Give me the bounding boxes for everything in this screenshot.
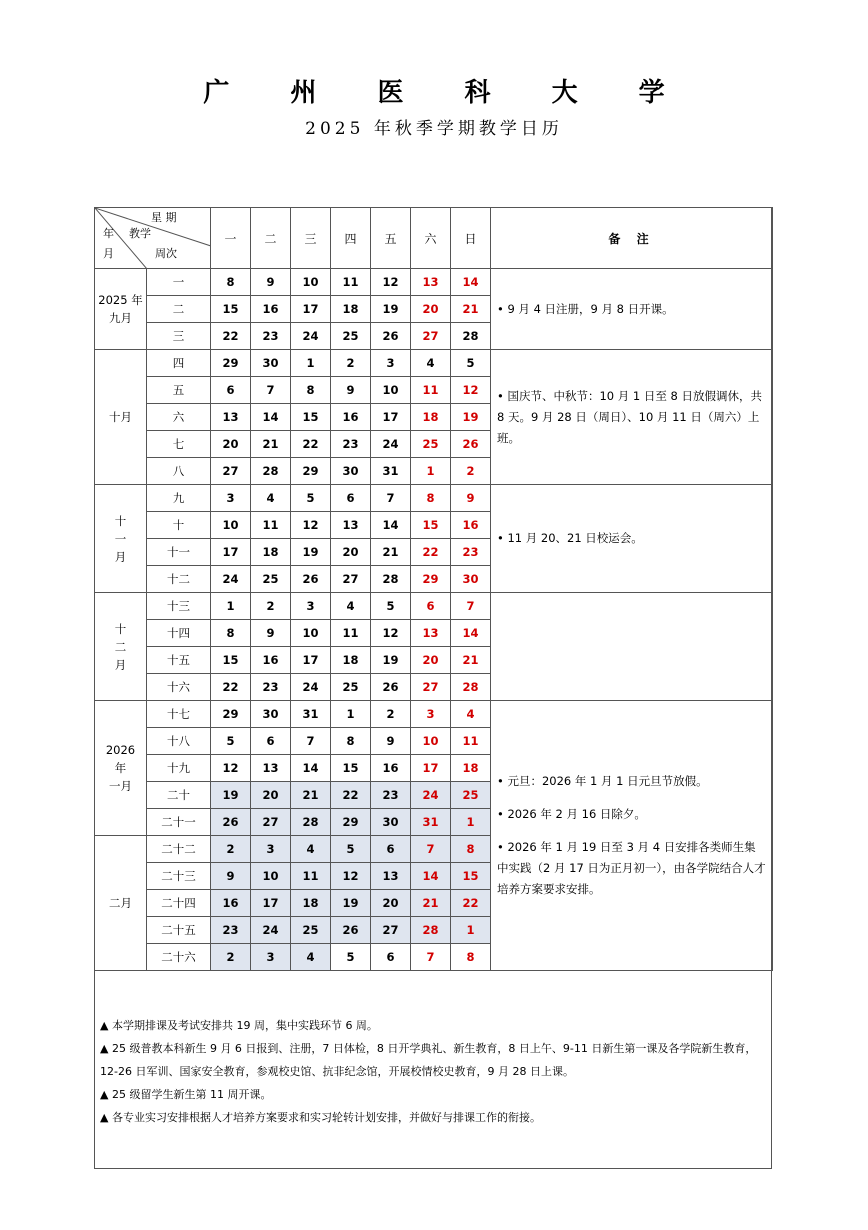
teaching-calendar-table — [94, 207, 773, 971]
corner-week-label: 周次 — [155, 247, 177, 260]
footnote-item: ▲ 25 级留学生新生第 11 周开课。 — [100, 1088, 272, 1101]
date-cell: 11 — [331, 620, 371, 647]
week-number: 十七 — [147, 701, 211, 728]
date-cell: 3 — [251, 836, 291, 863]
date-cell: 24 — [411, 782, 451, 809]
day-header-sun: 日 — [451, 208, 491, 269]
date-cell: 13 — [371, 863, 411, 890]
month-label: 2025 年 九月 — [95, 269, 147, 350]
date-cell: 8 — [331, 728, 371, 755]
date-cell: 5 — [331, 944, 371, 971]
date-cell: 19 — [371, 647, 411, 674]
date-cell: 17 — [411, 755, 451, 782]
date-cell: 8 — [451, 944, 491, 971]
date-cell: 4 — [331, 593, 371, 620]
date-cell: 1 — [291, 350, 331, 377]
date-cell: 21 — [371, 539, 411, 566]
day-header-wed: 三 — [291, 208, 331, 269]
note-item: • 国庆节、中秋节：10 月 1 日至 8 日放假调休，共 8 天。9 月 28 日（周日）、10 月 11 日（周六）上班。 — [497, 388, 762, 445]
date-cell: 23 — [251, 674, 291, 701]
date-cell: 4 — [291, 944, 331, 971]
day-header-fri: 五 — [371, 208, 411, 269]
date-cell: 14 — [451, 269, 491, 296]
date-cell: 28 — [291, 809, 331, 836]
date-cell: 6 — [331, 485, 371, 512]
date-cell: 23 — [371, 782, 411, 809]
date-cell: 24 — [291, 674, 331, 701]
week-number: 二十六 — [147, 944, 211, 971]
date-cell: 22 — [451, 890, 491, 917]
date-cell: 5 — [451, 350, 491, 377]
date-cell: 23 — [211, 917, 251, 944]
corner-year-label: 年 — [103, 227, 114, 240]
date-cell: 5 — [211, 728, 251, 755]
note-item: • 元旦：2026 年 1 月 1 日元旦节放假。 — [497, 774, 708, 788]
date-cell: 27 — [411, 323, 451, 350]
date-cell: 17 — [371, 404, 411, 431]
week-number: 十六 — [147, 674, 211, 701]
date-cell: 18 — [331, 296, 371, 323]
date-cell: 6 — [411, 593, 451, 620]
notes-cell-january-february — [491, 701, 773, 971]
date-cell: 27 — [211, 458, 251, 485]
date-cell: 4 — [411, 350, 451, 377]
date-cell: 2 — [251, 593, 291, 620]
date-cell: 5 — [331, 836, 371, 863]
date-cell: 26 — [371, 323, 411, 350]
date-cell: 18 — [291, 890, 331, 917]
date-cell: 1 — [451, 917, 491, 944]
date-cell: 11 — [251, 512, 291, 539]
day-header-mon: 一 — [211, 208, 251, 269]
date-cell: 7 — [251, 377, 291, 404]
week-number: 十九 — [147, 755, 211, 782]
date-cell: 27 — [251, 809, 291, 836]
notes-cell-december — [491, 593, 773, 701]
date-cell: 30 — [251, 701, 291, 728]
date-cell: 3 — [211, 485, 251, 512]
week-number: 二 — [147, 296, 211, 323]
week-row — [95, 485, 773, 512]
date-cell: 7 — [451, 593, 491, 620]
notes-cell-november — [491, 485, 773, 593]
date-cell: 30 — [251, 350, 291, 377]
date-cell: 23 — [331, 431, 371, 458]
month-label: 十 一 月 — [95, 485, 147, 593]
date-cell: 26 — [211, 809, 251, 836]
date-cell: 20 — [211, 431, 251, 458]
date-cell: 3 — [251, 944, 291, 971]
week-number: 五 — [147, 377, 211, 404]
date-cell: 12 — [371, 620, 411, 647]
week-number: 四 — [147, 350, 211, 377]
week-row — [95, 350, 773, 377]
footnote-item: ▲ 各专业实习安排根据人才培养方案要求和实习轮转计划安排，并做好与排课工作的衔接。 — [100, 1111, 541, 1124]
date-cell: 22 — [211, 323, 251, 350]
date-cell: 24 — [251, 917, 291, 944]
week-number: 八 — [147, 458, 211, 485]
date-cell: 13 — [211, 404, 251, 431]
date-cell: 10 — [291, 620, 331, 647]
date-cell: 12 — [211, 755, 251, 782]
date-cell: 11 — [331, 269, 371, 296]
week-number: 一 — [147, 269, 211, 296]
week-number: 二十 — [147, 782, 211, 809]
corner-teaching-label: 教学 — [129, 227, 151, 240]
date-cell: 27 — [411, 674, 451, 701]
date-cell: 18 — [331, 647, 371, 674]
week-number: 二十二 — [147, 836, 211, 863]
date-cell: 10 — [211, 512, 251, 539]
footnote-item: ▲ 25 级普教本科新生 9 月 6 日报到、注册，7 日体检，8 日开学典礼、新生教育，8 日上午、9-11 日新生第一课及各学院新生教育，12-26 日军训、国家安全教育，参观校史馆、抗非纪念馆，开展校情校史教育，9 月 28 日上课。 — [100, 1042, 757, 1078]
date-cell: 25 — [331, 674, 371, 701]
date-cell: 9 — [371, 728, 411, 755]
date-cell: 29 — [291, 458, 331, 485]
note-item: • 11 月 20、21 日校运会。 — [497, 531, 643, 545]
month-label: 十月 — [95, 350, 147, 485]
week-row — [95, 701, 773, 728]
day-header-tue: 二 — [251, 208, 291, 269]
date-cell: 7 — [291, 728, 331, 755]
week-number: 二十四 — [147, 890, 211, 917]
date-cell: 18 — [411, 404, 451, 431]
date-cell: 17 — [251, 890, 291, 917]
date-cell: 31 — [291, 701, 331, 728]
date-cell: 9 — [251, 269, 291, 296]
month-label: 十 二 月 — [95, 593, 147, 701]
date-cell: 4 — [291, 836, 331, 863]
week-number: 七 — [147, 431, 211, 458]
date-cell: 7 — [411, 944, 451, 971]
date-cell: 3 — [411, 701, 451, 728]
date-cell: 9 — [251, 620, 291, 647]
date-cell: 13 — [411, 620, 451, 647]
date-cell: 23 — [451, 539, 491, 566]
date-cell: 21 — [411, 890, 451, 917]
date-cell: 5 — [291, 485, 331, 512]
notes-header: 备 注 — [491, 208, 773, 269]
date-cell: 24 — [211, 566, 251, 593]
date-cell: 3 — [291, 593, 331, 620]
date-cell: 21 — [451, 296, 491, 323]
date-cell: 31 — [411, 809, 451, 836]
date-cell: 27 — [331, 566, 371, 593]
day-header-thu: 四 — [331, 208, 371, 269]
week-number: 二十五 — [147, 917, 211, 944]
date-cell: 11 — [451, 728, 491, 755]
week-row — [95, 269, 773, 296]
date-cell: 26 — [451, 431, 491, 458]
date-cell: 28 — [451, 674, 491, 701]
date-cell: 28 — [411, 917, 451, 944]
date-cell: 13 — [411, 269, 451, 296]
date-cell: 4 — [451, 701, 491, 728]
date-cell: 1 — [411, 458, 451, 485]
date-cell: 15 — [411, 512, 451, 539]
date-cell: 12 — [371, 269, 411, 296]
date-cell: 27 — [371, 917, 411, 944]
week-number: 十五 — [147, 647, 211, 674]
date-cell: 13 — [251, 755, 291, 782]
date-cell: 21 — [451, 647, 491, 674]
date-cell: 8 — [211, 620, 251, 647]
date-cell: 12 — [291, 512, 331, 539]
date-cell: 12 — [331, 863, 371, 890]
date-cell: 18 — [251, 539, 291, 566]
date-cell: 17 — [211, 539, 251, 566]
date-cell: 22 — [291, 431, 331, 458]
date-cell: 28 — [371, 566, 411, 593]
date-cell: 8 — [291, 377, 331, 404]
day-header-sat: 六 — [411, 208, 451, 269]
week-number: 九 — [147, 485, 211, 512]
date-cell: 25 — [331, 323, 371, 350]
date-cell: 1 — [211, 593, 251, 620]
date-cell: 17 — [291, 647, 331, 674]
note-item: • 9 月 4 日注册，9 月 8 日开课。 — [497, 301, 674, 316]
date-cell: 6 — [371, 944, 411, 971]
date-cell: 20 — [371, 890, 411, 917]
date-cell: 2 — [211, 836, 251, 863]
date-cell: 11 — [291, 863, 331, 890]
note-item: • 2026 年 2 月 16 日除夕。 — [497, 807, 646, 821]
date-cell: 9 — [451, 485, 491, 512]
week-number: 十一 — [147, 539, 211, 566]
page-subtitle: 2025 年秋季学期教学日历 — [305, 119, 563, 139]
week-number: 十二 — [147, 566, 211, 593]
date-cell: 20 — [331, 539, 371, 566]
date-cell: 16 — [251, 647, 291, 674]
date-cell: 15 — [451, 863, 491, 890]
date-cell: 22 — [211, 674, 251, 701]
date-cell: 9 — [211, 863, 251, 890]
date-cell: 15 — [211, 647, 251, 674]
date-cell: 8 — [411, 485, 451, 512]
date-cell: 12 — [451, 377, 491, 404]
date-cell: 6 — [211, 377, 251, 404]
date-cell: 31 — [371, 458, 411, 485]
date-cell: 17 — [291, 296, 331, 323]
date-cell: 7 — [371, 485, 411, 512]
date-cell: 22 — [331, 782, 371, 809]
week-number: 十三 — [147, 593, 211, 620]
week-number: 二十一 — [147, 809, 211, 836]
footnote-item: ▲ 本学期排课及考试安排共 19 周，集中实践环节 6 周。 — [100, 1019, 378, 1032]
corner-weekday-label: 星 期 — [151, 211, 177, 224]
date-cell: 11 — [411, 377, 451, 404]
date-cell: 30 — [331, 458, 371, 485]
date-cell: 13 — [331, 512, 371, 539]
date-cell: 24 — [291, 323, 331, 350]
date-cell: 19 — [451, 404, 491, 431]
date-cell: 8 — [211, 269, 251, 296]
date-cell: 21 — [291, 782, 331, 809]
date-cell: 9 — [331, 377, 371, 404]
date-cell: 16 — [211, 890, 251, 917]
week-number: 十四 — [147, 620, 211, 647]
notes-cell-september — [491, 269, 773, 350]
date-cell: 14 — [291, 755, 331, 782]
date-cell: 25 — [291, 917, 331, 944]
footnotes — [100, 1014, 768, 1129]
week-number: 三 — [147, 323, 211, 350]
date-cell: 25 — [251, 566, 291, 593]
date-cell: 30 — [371, 809, 411, 836]
date-cell: 7 — [411, 836, 451, 863]
date-cell: 1 — [331, 701, 371, 728]
date-cell: 20 — [251, 782, 291, 809]
date-cell: 6 — [371, 836, 411, 863]
date-cell: 14 — [371, 512, 411, 539]
notes-cell-october — [491, 350, 773, 485]
date-cell: 22 — [411, 539, 451, 566]
date-cell: 4 — [251, 485, 291, 512]
date-cell: 16 — [451, 512, 491, 539]
week-number: 六 — [147, 404, 211, 431]
date-cell: 2 — [211, 944, 251, 971]
date-cell: 26 — [331, 917, 371, 944]
date-cell: 16 — [251, 296, 291, 323]
week-number: 十 — [147, 512, 211, 539]
date-cell: 15 — [211, 296, 251, 323]
date-cell: 3 — [371, 350, 411, 377]
date-cell: 1 — [451, 809, 491, 836]
week-row — [95, 593, 773, 620]
date-cell: 21 — [251, 431, 291, 458]
date-cell: 16 — [371, 755, 411, 782]
month-label: 二月 — [95, 836, 147, 971]
date-cell: 19 — [371, 296, 411, 323]
date-cell: 10 — [251, 863, 291, 890]
date-cell: 2 — [371, 701, 411, 728]
date-cell: 19 — [331, 890, 371, 917]
date-cell: 30 — [451, 566, 491, 593]
date-cell: 24 — [371, 431, 411, 458]
date-cell: 29 — [211, 350, 251, 377]
date-cell: 6 — [251, 728, 291, 755]
date-cell: 28 — [251, 458, 291, 485]
date-cell: 29 — [211, 701, 251, 728]
date-cell: 19 — [291, 539, 331, 566]
date-cell: 2 — [451, 458, 491, 485]
date-cell: 26 — [291, 566, 331, 593]
date-cell: 20 — [411, 647, 451, 674]
date-cell: 18 — [451, 755, 491, 782]
date-cell: 25 — [411, 431, 451, 458]
date-cell: 25 — [451, 782, 491, 809]
header-corner-cell — [95, 208, 211, 269]
date-cell: 15 — [331, 755, 371, 782]
date-cell: 14 — [251, 404, 291, 431]
date-cell: 10 — [291, 269, 331, 296]
date-cell: 14 — [411, 863, 451, 890]
date-cell: 16 — [331, 404, 371, 431]
date-cell: 10 — [371, 377, 411, 404]
date-cell: 10 — [411, 728, 451, 755]
date-cell: 8 — [451, 836, 491, 863]
date-cell: 29 — [411, 566, 451, 593]
date-cell: 19 — [211, 782, 251, 809]
date-cell: 20 — [411, 296, 451, 323]
note-item: • 2026 年 1 月 19 日至 3 月 4 日安排各类师生集中实践（2 月 17 日为正月初一），由各学院结合人才培养方案要求安排。 — [497, 840, 766, 896]
page-title: 广 州 医 科 大 学 — [203, 78, 691, 108]
date-cell: 26 — [371, 674, 411, 701]
date-cell: 14 — [451, 620, 491, 647]
date-cell: 23 — [251, 323, 291, 350]
date-cell: 15 — [291, 404, 331, 431]
date-cell: 5 — [371, 593, 411, 620]
date-cell: 2 — [331, 350, 371, 377]
date-cell: 29 — [331, 809, 371, 836]
corner-month-label: 月 — [103, 247, 114, 260]
week-number: 十八 — [147, 728, 211, 755]
month-label: 2026 年 一月 — [95, 701, 147, 836]
week-number: 二十三 — [147, 863, 211, 890]
date-cell: 28 — [451, 323, 491, 350]
